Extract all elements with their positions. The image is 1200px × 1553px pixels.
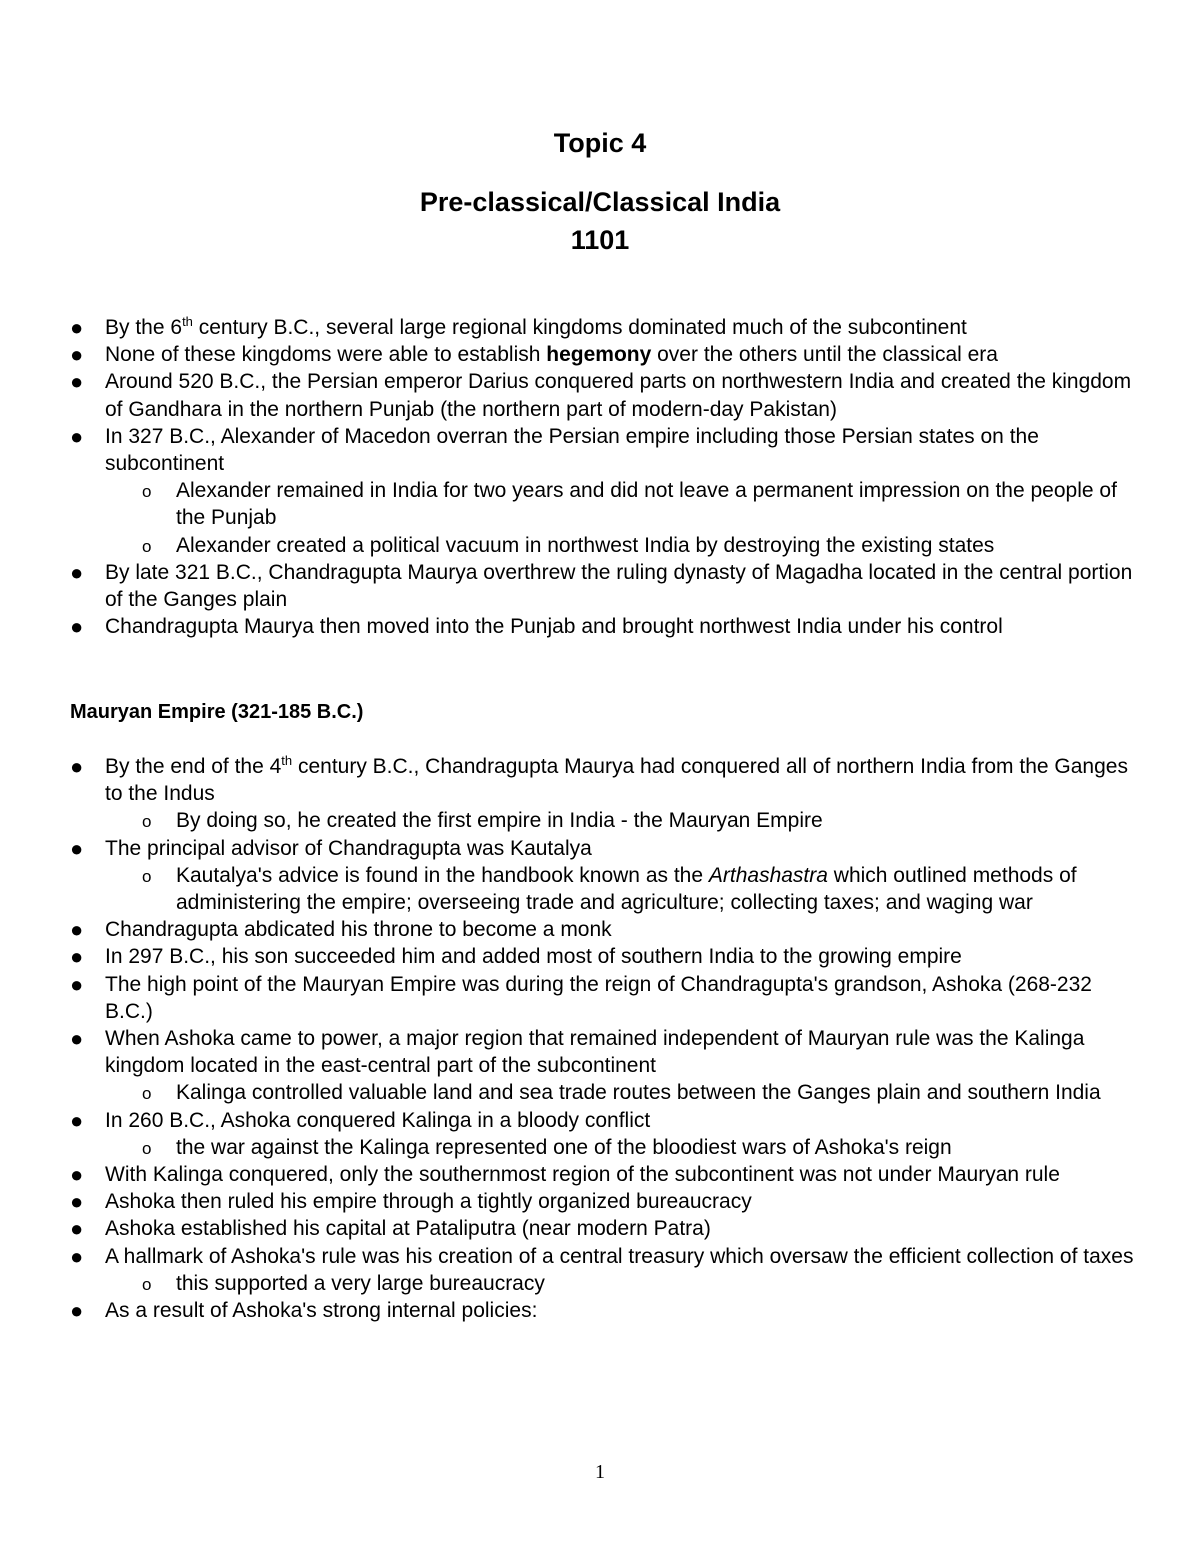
- bullet-icon: ●: [70, 342, 84, 368]
- section-heading: Mauryan Empire (321-185 B.C.): [70, 701, 364, 723]
- topic-title: Topic 4: [553, 128, 647, 158]
- list-item: ● Chandragupta abdicated his throne to become a monk: [70, 917, 612, 943]
- bullet-icon: ●: [70, 1243, 84, 1269]
- bold-term: hegemony: [546, 343, 652, 367]
- list-item: ● The high point of the Mauryan Empire was during the reign of Chandragupta's grandson, Ashoka (268-232 B.C.): [70, 971, 1092, 1023]
- list-item: ● A hallmark of Ashoka's rule was his creation of a central treasury which oversaw the efficient collection of taxes: [70, 1243, 1134, 1269]
- list-item: ● In 260 B.C., Ashoka conquered Kalinga in a bloody conflict: [70, 1107, 651, 1133]
- list-item: ● When Ashoka came to power, a major region that remained independent of Mauryan rule was the Kalinga kingdom located in the east-central part of the subcontinent: [70, 1026, 1085, 1078]
- bullet-icon: ●: [70, 1162, 84, 1188]
- list-item: ● By the end of the 4th century B.C., Chandragupta Maurya had conquered all of northern India from the Ganges to the Indus: [70, 753, 1128, 806]
- circle-bullet-icon: o: [142, 812, 152, 832]
- list-item: ● By late 321 B.C., Chandragupta Maurya overthrew the ruling dynasty of Magadha located in the central portion of the Ganges plain: [70, 559, 1133, 612]
- list-item: ● In 327 B.C., Alexander of Macedon overran the Persian empire including those Persian states on the subcontinent: [70, 423, 1039, 476]
- circle-bullet-icon: o: [142, 1274, 152, 1294]
- italic-title: Arthashastra: [708, 863, 828, 887]
- list-item: ● Ashoka established his capital at Pataliputra (near modern Patra): [70, 1216, 711, 1242]
- list-item: ● None of these kingdoms were able to establish hegemony over the others until the classical era: [70, 342, 998, 368]
- bullet-icon: ●: [70, 917, 84, 943]
- list-item: ● By the 6th century B.C., several large regional kingdoms dominated much of the subcontinent: [70, 314, 967, 340]
- bullet-icon: ●: [70, 559, 84, 585]
- list-item: ● With Kalinga conquered, only the southernmost region of the subcontinent was not under Mauryan rule: [70, 1162, 1060, 1188]
- sub-list-item: o Alexander remained in India for two years and did not leave a permanent impression on the people of the Punjab: [142, 479, 1117, 530]
- sub-list-item: o By doing so, he created the first empire in India - the Mauryan Empire: [0, 807, 1136, 834]
- circle-bullet-icon: o: [142, 536, 152, 556]
- sub-list-item: o this supported a very large bureaucracy: [0, 1270, 1136, 1297]
- intro-bullet-list: [0, 314, 1200, 640]
- sub-list-item: o Kalinga controlled valuable land and sea trade routes between the Ganges plain and southern India: [0, 1079, 1136, 1106]
- mauryan-bullet-list: [0, 753, 1200, 1324]
- bullet-icon: ●: [70, 754, 84, 779]
- bullet-icon: ●: [70, 971, 84, 997]
- list-item: ● As a result of Ashoka's strong internal policies:: [70, 1298, 538, 1324]
- bullet-icon: ●: [70, 1026, 84, 1052]
- list-item: ● Ashoka then ruled his empire through a tightly organized bureaucracy: [70, 1189, 752, 1215]
- bullet-icon: ●: [70, 1216, 84, 1242]
- sub-list-item: o Alexander created a political vacuum in northwest India by destroying the existing states: [0, 532, 1136, 559]
- sub-list-item: o Kautalya's advice is found in the handbook known as the Arthashastra which outlined methods of administering the empire; overseeing trade and agriculture; collecting taxes; and waging war: [142, 863, 1077, 915]
- bullet-icon: ●: [70, 369, 84, 395]
- page-subtitle: Pre-classical/Classical India: [419, 187, 781, 217]
- page-number: 1: [595, 1461, 605, 1483]
- circle-bullet-icon: o: [142, 1138, 152, 1158]
- list-item: ● The principal advisor of Chandragupta was Kautalya: [70, 835, 592, 861]
- list-item: ● Around 520 B.C., the Persian emperor Darius conquered parts on northwestern India and created the kingdom of Gandhara in the northern Punjab (the northern part of modern-day Pakistan): [70, 369, 1132, 421]
- list-item: ● In 297 B.C., his son succeeded him and added most of southern India to the growing empire: [70, 944, 962, 970]
- sub-list-item: o the war against the Kalinga represented one of the bloodiest wars of Ashoka's reign: [0, 1134, 1136, 1161]
- circle-bullet-icon: o: [142, 866, 152, 886]
- circle-bullet-icon: o: [142, 1084, 152, 1104]
- bullet-icon: ●: [70, 1107, 84, 1133]
- bullet-icon: ●: [70, 315, 84, 340]
- bullet-icon: ●: [70, 1189, 84, 1215]
- bullet-icon: ●: [70, 835, 84, 861]
- circle-bullet-icon: o: [142, 482, 152, 502]
- list-item: ● Chandragupta Maurya then moved into the Punjab and brought northwest India under his control: [70, 614, 1003, 640]
- bullet-icon: ●: [70, 423, 84, 449]
- bullet-icon: ●: [70, 944, 84, 970]
- bullet-icon: ●: [70, 614, 84, 640]
- bullet-icon: ●: [70, 1298, 84, 1324]
- course-code: 1101: [570, 225, 630, 255]
